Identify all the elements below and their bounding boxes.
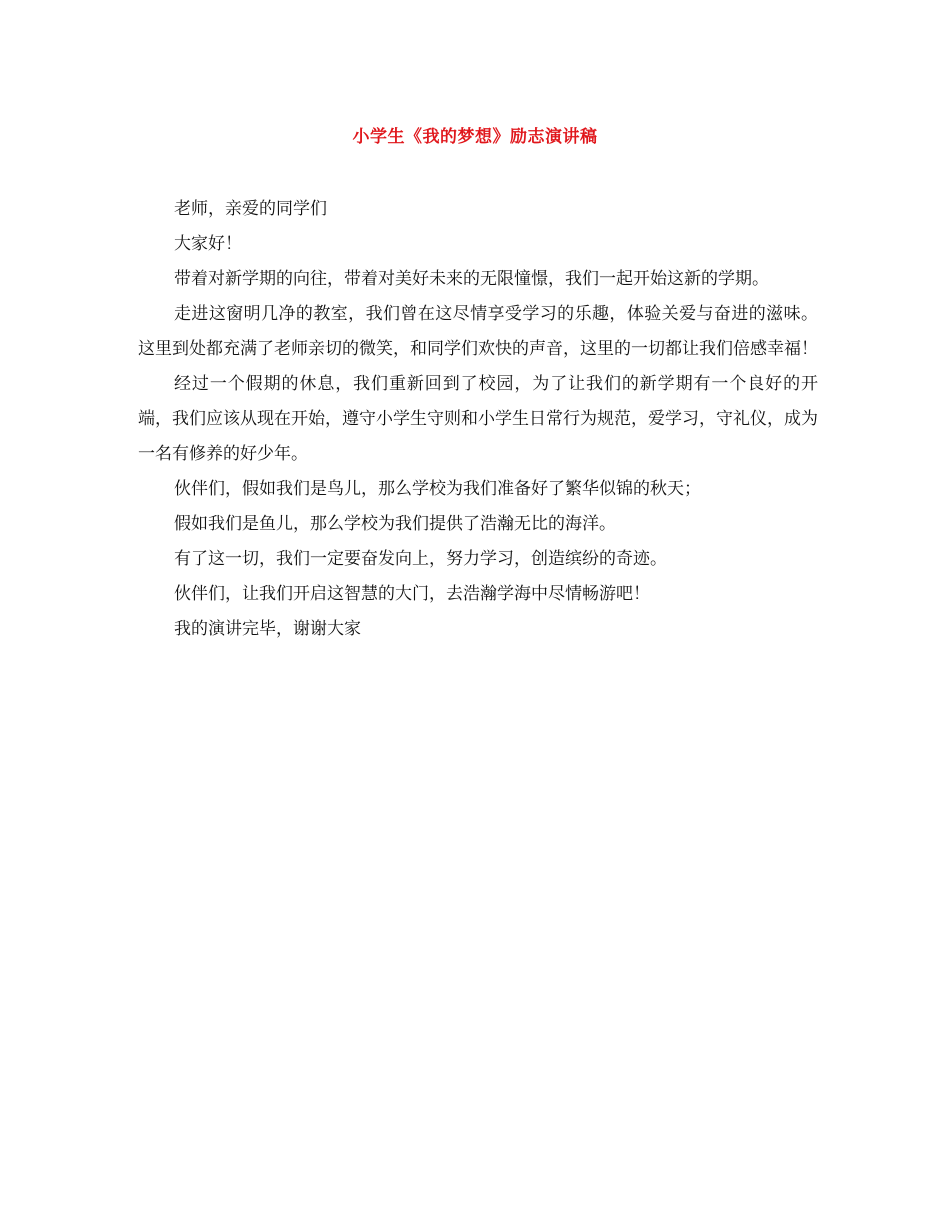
- paragraph: 伙伴们，让我们开启这智慧的大门，去浩瀚学海中尽情畅游吧！: [174, 584, 650, 604]
- greeting: 大家好！: [174, 234, 242, 254]
- document-body: [138, 192, 818, 647]
- paragraph: 假如我们是鱼儿，那么学校为我们提供了浩瀚无比的海洋。: [174, 514, 616, 534]
- paragraph: 带着对新学期的向往，带着对美好未来的无限憧憬，我们一起开始这新的学期。: [174, 269, 769, 289]
- salutation: 老师，亲爱的同学们: [174, 199, 327, 219]
- paragraph: 伙伴们，假如我们是鸟儿，那么学校为我们准备好了繁华似锦的秋天；: [174, 479, 701, 499]
- paragraph: 走进这窗明几净的教室，我们曾在这尽情享受学习的乐趣，体验关爱与奋进的滋味。这里到处都充满了老师亲切的微笑，和同学们欢快的声音，这里的一切都让我们倍感幸福！: [138, 304, 818, 359]
- paragraph: 有了这一切，我们一定要奋发向上，努力学习，创造缤纷的奇迹。: [174, 549, 667, 569]
- paragraph: 经过一个假期的休息，我们重新回到了校园，为了让我们的新学期有一个良好的开端，我们应该从现在开始，遵守小学生守则和小学生日常行为规范，爱学习，守礼仪，成为一名有修养的好少年。: [138, 374, 818, 464]
- document-title: 小学生《我的梦想》励志演讲稿: [352, 127, 598, 147]
- closing: 我的演讲完毕，谢谢大家: [174, 619, 361, 639]
